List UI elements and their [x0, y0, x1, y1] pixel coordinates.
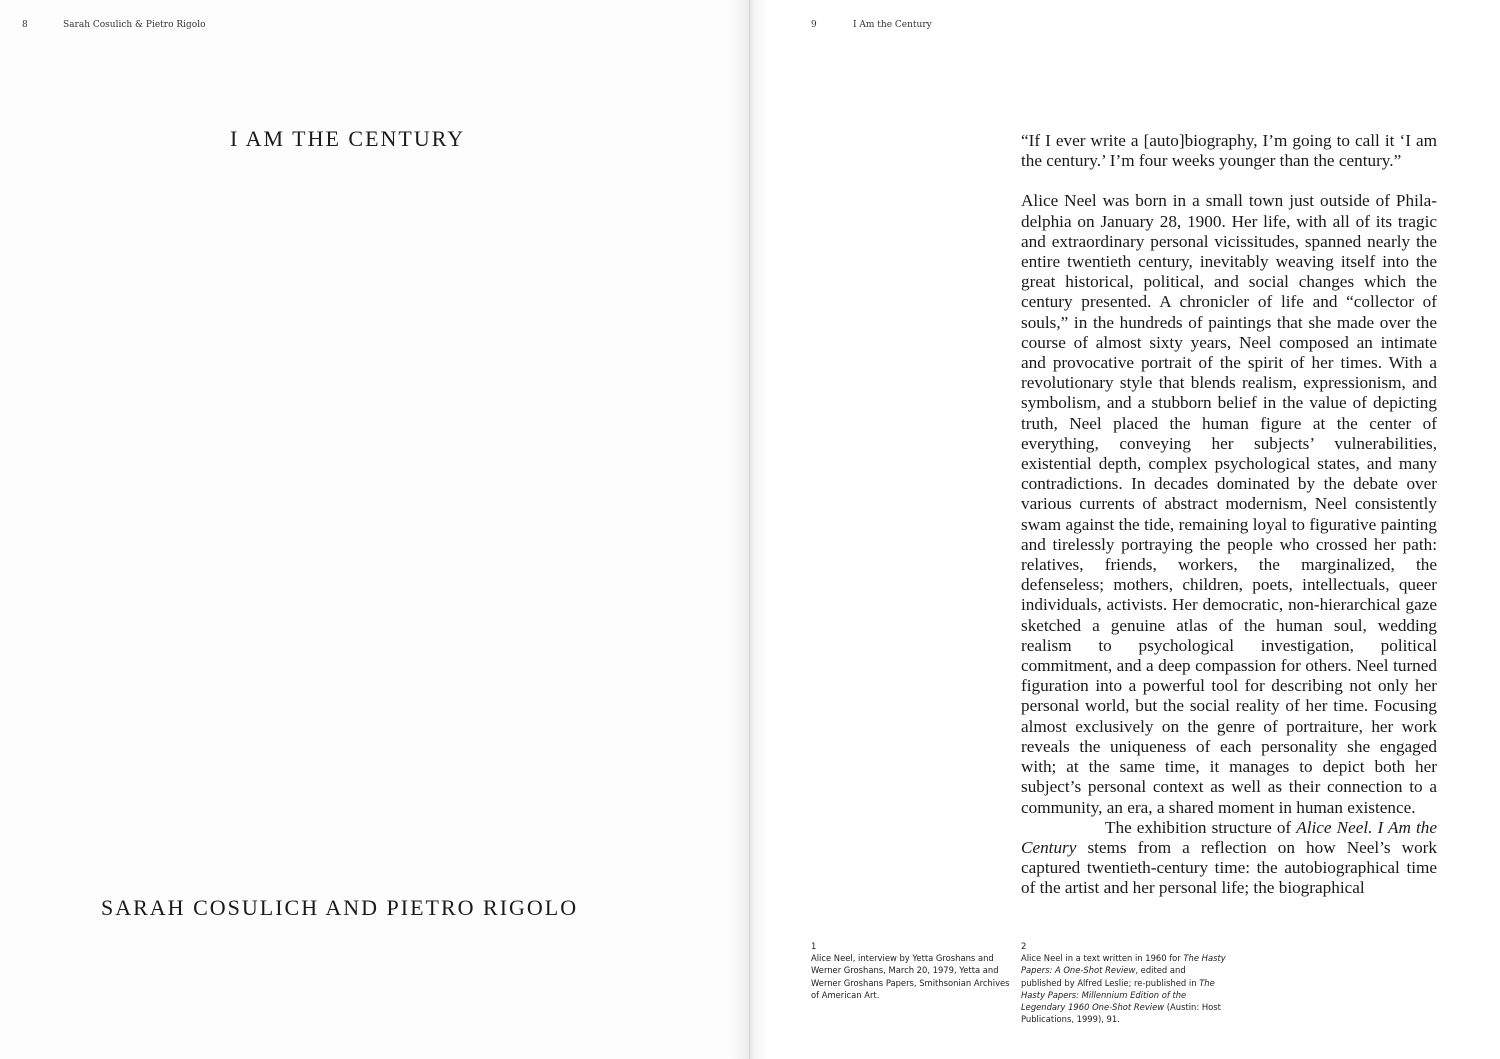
page-number-left: 8 — [22, 20, 28, 30]
paragraph-2-start: The exhibition structure of — [1105, 817, 1297, 837]
body-text-column — [1021, 131, 1437, 899]
footnote-2-text-middle: , edited and published by Alfred Leslie; re-published in — [1021, 965, 1200, 988]
footnote-2-text-before: Alice Neel in a text written in 1960 for — [1021, 953, 1184, 964]
running-head-left: Sarah Cosulich & Pietro Rigolo — [63, 20, 206, 30]
footnote-2 — [1021, 940, 1227, 1025]
body-paragraph-1: Alice Neel was born in a small town just outside of Philadelphia on January 28, 1900. Her life, with all of its tragic and extraordinary personal vicissitudes, spanned nearly the entire twentieth century, inevitably weaving itself into the great historical, political, and social changes which the century presented. A chronicler of life and “collector of souls,” in the hundreds of paintings that she made over the course of almost sixty years, Neel composed an intimate and provocative portrait of the spirit of her times. With a revolutionary style that blends realism, expressionism, and symbolism, and a stubborn belief in the value of depicting truth, Neel placed the human figure at the center of everything, conveying her subjects’ vulnerabilities, existential depth, complex psychological states, and many contradictions. In decades dominated by the debate over various currents of abstract modernism, Neel consistently swam against the tide, remaining loyal to figurative painting and tirelessly portraying the people who crossed her path: relatives, friends, workers, the marginalized, the defenseless; mothers, children, poets, intellectuals, queer individuals, activists. Her democratic, non-hierarchical gaze sketched a genuine atlas of the human soul, wedding realism to psychological investigation, political commitment, and a deep compassion for others. Neel turned figuration into a powerful tool for describing not only her personal world, but the social reality of her time. Focusing almost exclusively on the genre of portraiture, her work reveals the uniqueness of each personality she engaged with; at the same time, it manages to depict both her subject’s personal context as well as their connection to a community, an era, a shared moment in human existence. — [1021, 191, 1437, 817]
left-page — [0, 0, 749, 1059]
footnote-1-text: Alice Neel, interview by Yetta Groshans and Werner Groshans, March 20, 1979, Yetta and Werner Groshans Papers, Smithsonian Archives of American Art. — [811, 953, 1010, 1000]
footnote-1-number: 1 — [811, 941, 817, 951]
exhibition-title: Alice Neel. I Am the Century — [1021, 817, 1438, 857]
footnote-2-italic-1: The Hasty Papers: A One-Shot Review — [1021, 953, 1226, 976]
footnote-2-text-after: (Austin: Host Publications, 1999), 91. — [1021, 1002, 1221, 1025]
page-number-right: 9 — [811, 20, 817, 30]
running-head-right: I Am the Century — [853, 20, 932, 30]
epigraph-quote: “If I ever write a [auto]biography, I’m going to call it ‘I am the century.’ I’m four weeks younger than the century.” — [1021, 131, 1437, 171]
body-paragraph-2 — [1021, 818, 1437, 899]
footnote-2-italic-2: The Hasty Papers: Millennium Edition of the Legendary 1960 One-Shot Review — [1021, 977, 1215, 1013]
paragraph-2-rest: stems from a reflection on how Neel’s work captured twentieth-century time: the autobiographical time of the artist and her personal life; the biographical — [1021, 837, 1437, 898]
footnote-1 — [811, 940, 1017, 1001]
essay-authors: SARAH COSULICH AND PIETRO RIGOLO — [101, 895, 579, 920]
essay-title: I AM THE CENTURY — [230, 126, 466, 151]
footnote-2-number: 2 — [1021, 941, 1027, 951]
right-page — [750, 0, 1500, 1059]
